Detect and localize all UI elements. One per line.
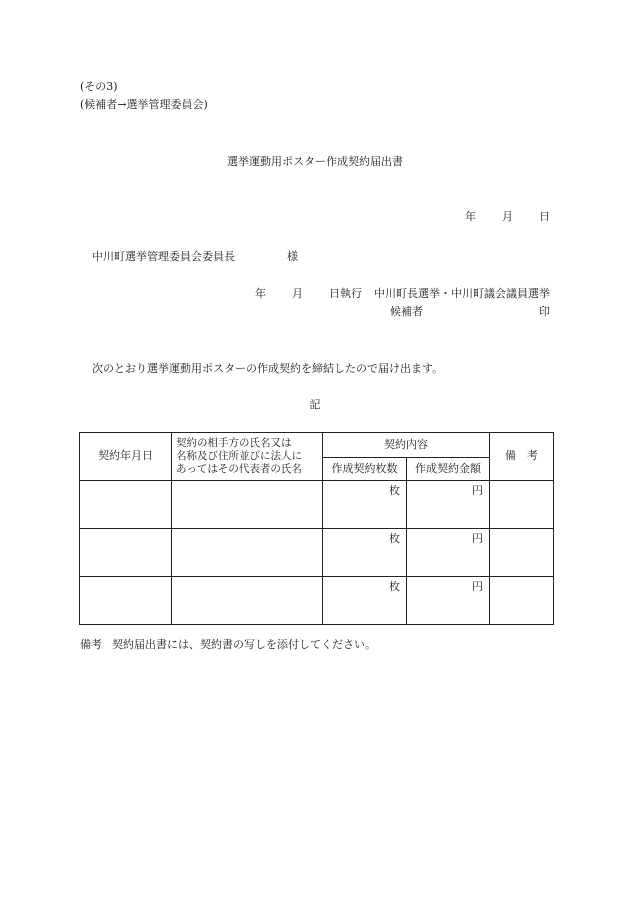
date-month-label: 月 [502,210,513,223]
addressee [92,250,298,264]
ki-heading: 記 [309,398,321,411]
election-name: 中川町長選挙・中川町議会議員選挙 [374,287,550,300]
header-contract-date: 契約年月日 [80,433,172,481]
footnote [80,638,376,652]
election-day-label: 日執行 [329,287,362,300]
candidate-label: 候補者 [390,305,423,318]
submission-date [465,210,550,224]
candidate-line [390,305,550,319]
header-contract-amount: 作成契約金額 [407,458,490,481]
table-row [80,529,554,577]
table-row [80,577,554,625]
submission-route: (候補者→選挙管理委員会) [80,98,208,111]
sheet-count-cell[interactable]: 枚 [323,481,407,529]
date-cell[interactable] [80,577,172,625]
party-cell[interactable] [172,481,323,529]
remarks-cell[interactable] [490,529,554,577]
form-number: (その3) [80,80,118,93]
election-year-label: 年 [255,287,266,300]
header-sheet-count: 作成契約枚数 [323,458,407,481]
footnote-text: 契約届出書には、契約書の写しを添付してください。 [112,638,376,651]
header-contract-party [172,433,323,481]
header-remarks: 備 考 [490,433,554,481]
date-cell[interactable] [80,529,172,577]
election-line [255,287,550,301]
party-cell[interactable] [172,577,323,625]
header-party-line: あってはその代表者の氏名 [176,463,302,476]
date-year-label: 年 [465,210,476,223]
date-day-label: 日 [539,210,550,223]
header-contract-contents: 契約内容 [323,433,490,458]
remarks-cell[interactable] [490,481,554,529]
table-row [80,481,554,529]
amount-cell[interactable]: 円 [407,577,490,625]
seal-mark: 印 [539,305,550,318]
document-title: 選挙運動用ポスター作成契約届出書 [227,155,403,168]
date-cell[interactable] [80,481,172,529]
amount-cell[interactable]: 円 [407,529,490,577]
addressee-honorific: 様 [287,250,298,263]
amount-cell[interactable]: 円 [407,481,490,529]
header-party-line: 名称及び住所並びに法人に [176,449,302,462]
footnote-label: 備考 [80,638,102,651]
party-cell[interactable] [172,529,323,577]
remarks-cell[interactable] [490,577,554,625]
sheet-count-cell[interactable]: 枚 [323,577,407,625]
header-party-line: 契約の相手方の氏名又は [176,436,292,449]
contract-table [79,432,554,625]
election-month-label: 月 [292,287,303,300]
body-text: 次のとおり選挙運動用ポスターの作成契約を締結したので届け出ます。 [92,362,444,375]
sheet-count-cell[interactable]: 枚 [323,529,407,577]
addressee-name: 中川町選挙管理委員会委員長 [92,250,235,263]
